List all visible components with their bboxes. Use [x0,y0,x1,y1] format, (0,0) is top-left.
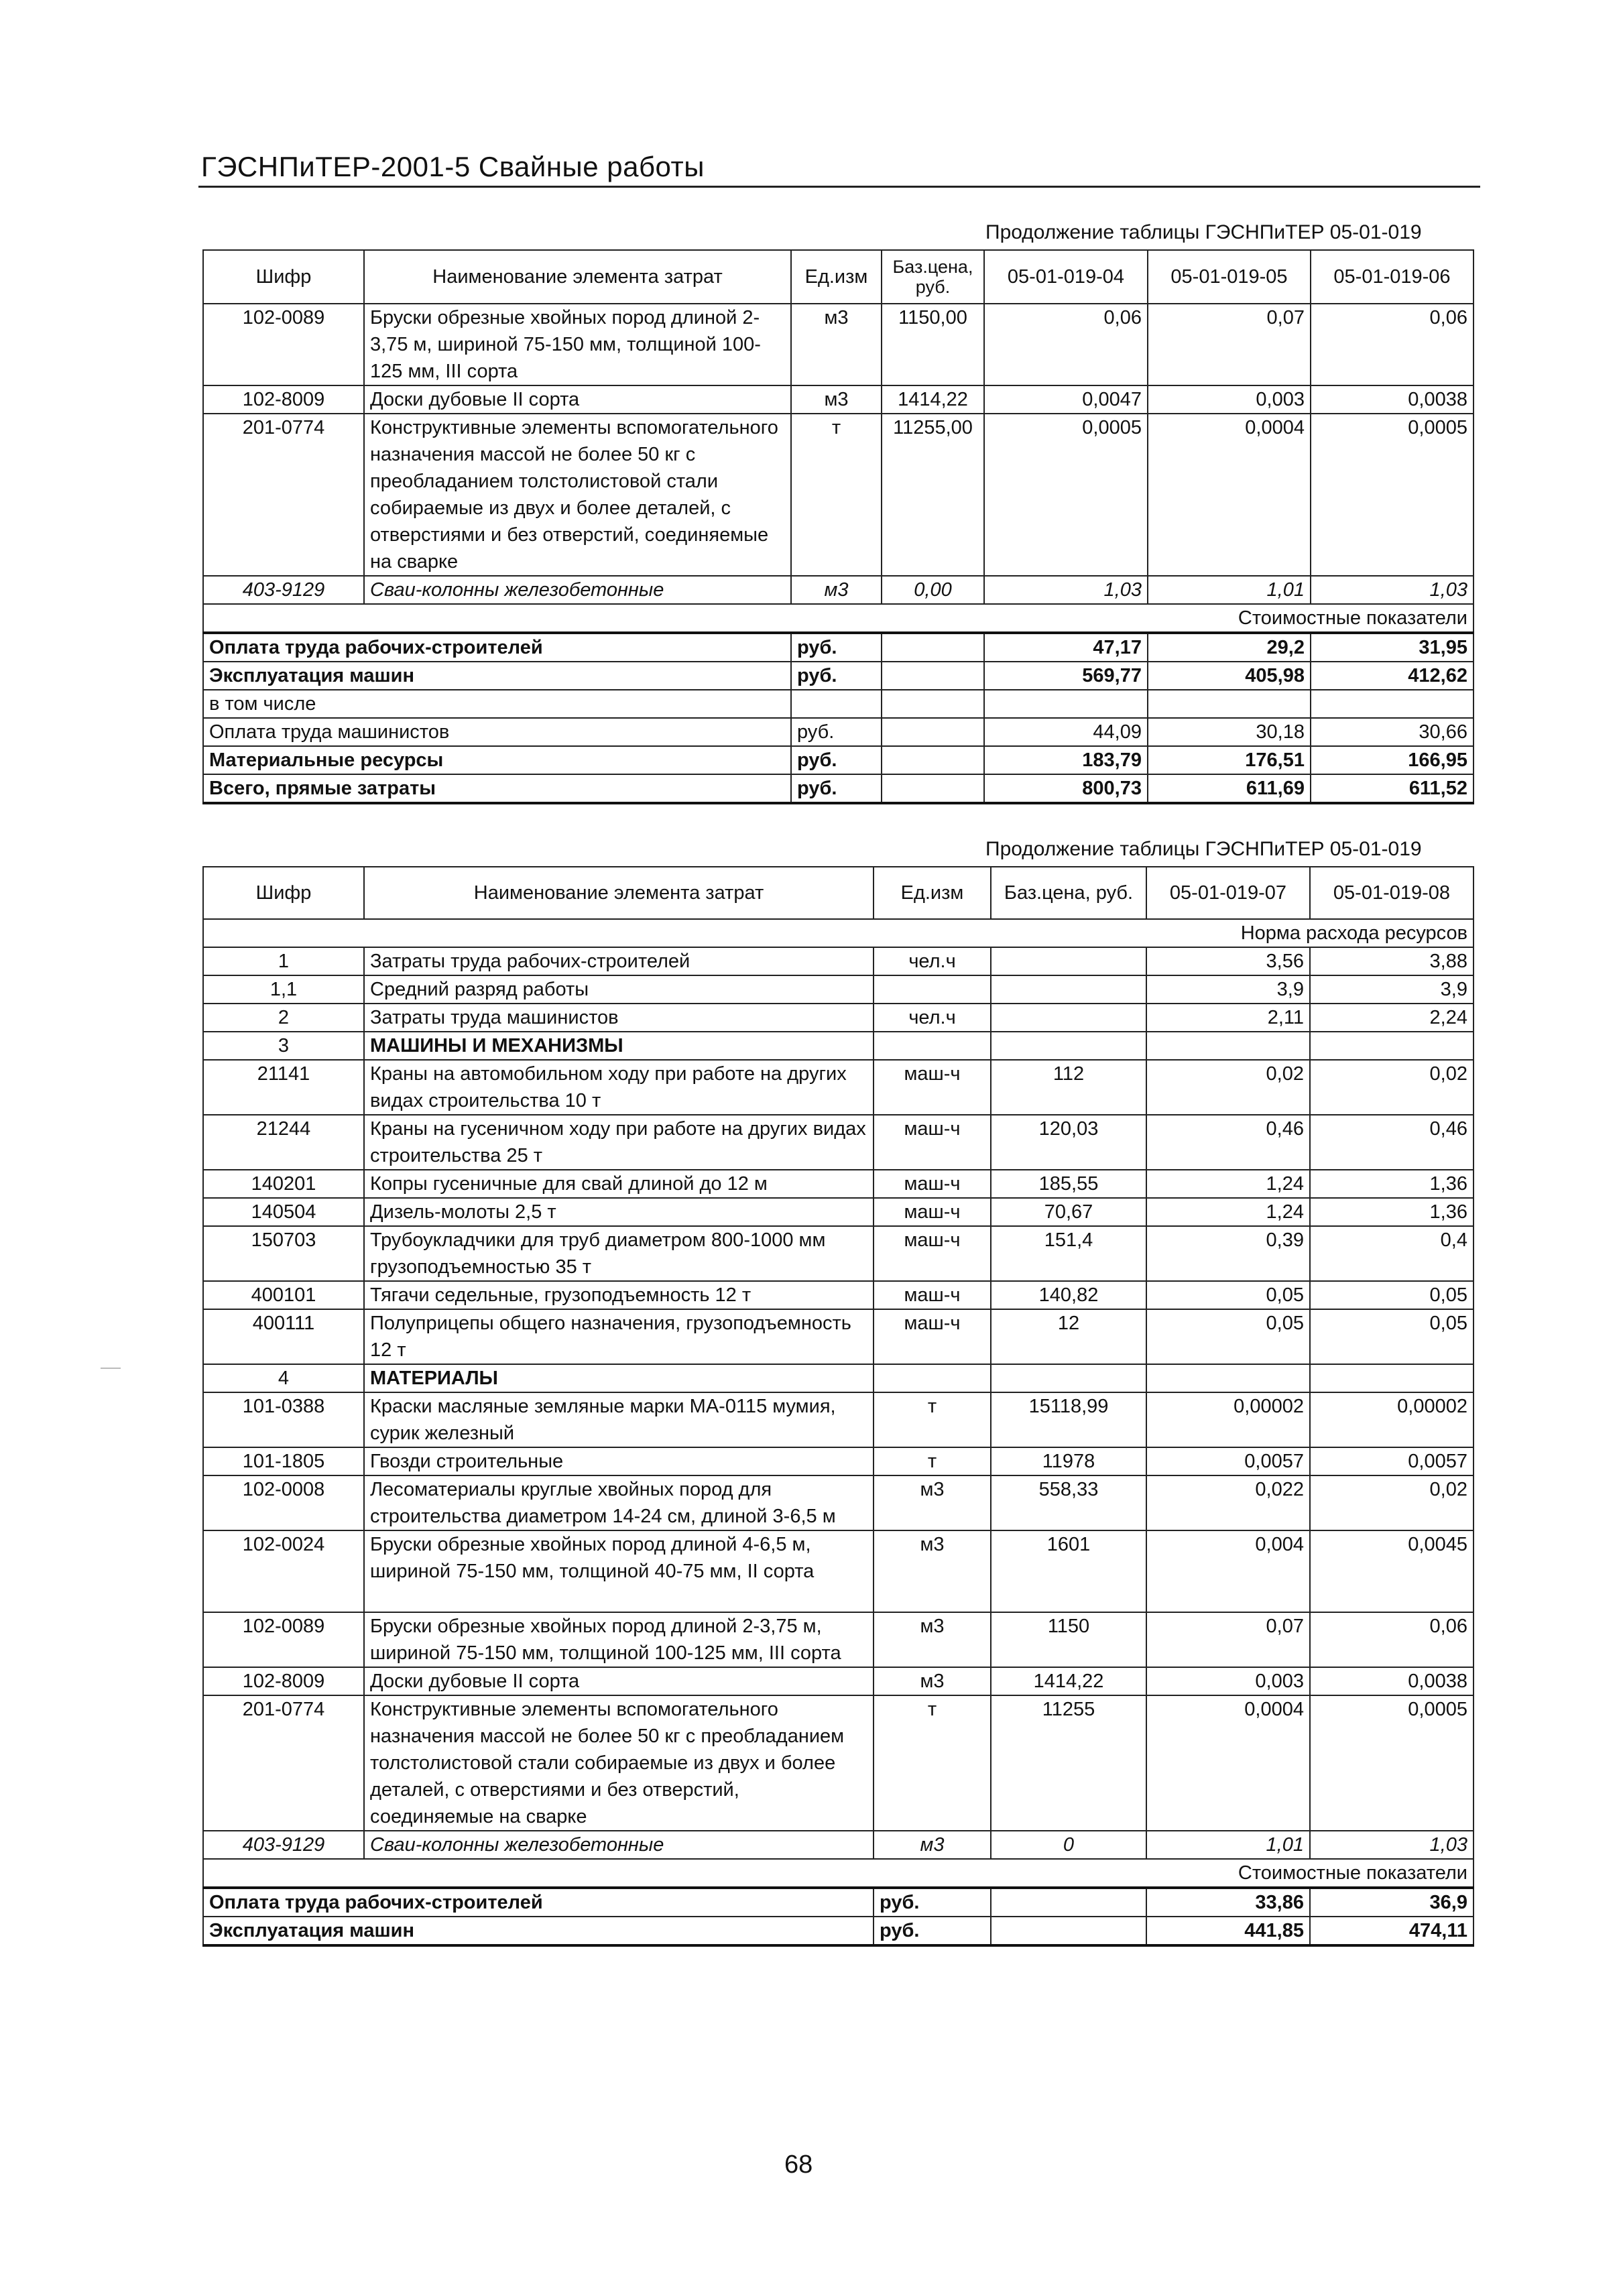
t2-cost-v2: 474,11 [1310,1917,1474,1945]
t2-rows [203,919,1474,1888]
scan-mark [101,1368,121,1369]
t1-price: 1414,22 [882,385,984,414]
t2-code: 4 [203,1364,364,1392]
t1-cost-name: в том числе [203,690,791,718]
t1-cost-v3: 412,62 [1311,662,1474,690]
t1-v2: 1,01 [1148,576,1311,604]
t2-unit [874,1032,991,1060]
t1-name: Сваи-колонны железобетонные [364,576,791,604]
t1-cost-v3: 611,52 [1311,774,1474,803]
table-row [203,1004,1474,1032]
t1-cost-name: Эксплуатация машин [203,662,791,690]
t2-name: Доски дубовые II сорта [364,1667,874,1695]
header-rule [198,186,1480,188]
t1-col-v2: 05-01-019-05 [1148,250,1311,304]
t1-col-code: Шифр [203,250,364,304]
t2-name: Сваи-колонны железобетонные [364,1831,874,1859]
t2-v2: 0,02 [1310,1475,1474,1530]
t2-price: 558,33 [991,1475,1146,1530]
t2-v2: 0,4 [1310,1226,1474,1281]
t1-v2: 0,0004 [1148,414,1311,576]
t2-unit: маш-ч [874,1115,991,1170]
t1-cost-v2: 29,2 [1148,633,1311,662]
table-row [203,1309,1474,1364]
t2-price [991,1364,1146,1392]
t2-name: Лесоматериалы круглые хвойных пород для строительства диаметром 14-24 см, длиной 3-6,5 м [364,1475,874,1530]
t2-col-code: Шифр [203,867,364,919]
table-row [203,1392,1474,1447]
table-row [203,385,1474,414]
t2-price: 1414,22 [991,1667,1146,1695]
t2-v1: 0,00002 [1146,1392,1310,1447]
table-row [203,1667,1474,1695]
t2-v2: 0,0045 [1310,1530,1474,1612]
t2-price: 1150 [991,1612,1146,1667]
t2-price: 15118,99 [991,1392,1146,1447]
t2-unit: т [874,1695,991,1831]
t2-price: 140,82 [991,1281,1146,1309]
t2-col-unit: Ед.изм [874,867,991,919]
t1-cost-v1: 800,73 [984,774,1148,803]
page-header-title: ГЭСНПиТЕР-2001-5 Свайные работы [201,151,705,182]
t1-cost-unit [791,690,882,718]
t2-code: 102-8009 [203,1667,364,1695]
t2-unit: чел.ч [874,947,991,975]
table1-caption: Продолжение таблицы ГЭСНПиТЕР 05-01-019 [985,221,1422,243]
table-row [203,1475,1474,1530]
t2-v1 [1146,1032,1310,1060]
t2-unit: маш-ч [874,1226,991,1281]
t1-cost-v3 [1311,690,1474,718]
t2-v2: 0,0038 [1310,1667,1474,1695]
t2-v1: 0,46 [1146,1115,1310,1170]
t2-v1: 0,0057 [1146,1447,1310,1475]
t2-price: 11255 [991,1695,1146,1831]
t1-col-name: Наименование элемента затрат [364,250,791,304]
table-row [203,1364,1474,1392]
table-row [203,1115,1474,1170]
table-row [203,947,1474,975]
t2-v2: 0,06 [1310,1612,1474,1667]
t2-name: Тягачи седельные, грузоподъемность 12 т [364,1281,874,1309]
t2-code: 102-0024 [203,1530,364,1612]
t2-v1: 3,9 [1146,975,1310,1004]
t2-name: Гвозди строительные [364,1447,874,1475]
t1-code: 403-9129 [203,576,364,604]
t2-v2: 0,02 [1310,1060,1474,1115]
table-row [203,746,1474,774]
t2-name: Затраты труда машинистов [364,1004,874,1032]
table-row [203,1447,1474,1475]
t2-v1: 1,24 [1146,1198,1310,1226]
t2-code: 102-0089 [203,1612,364,1667]
t1-col-v3: 05-01-019-06 [1311,250,1474,304]
t2-name: Затраты труда рабочих-строителей [364,947,874,975]
t2-name: Бруски обрезные хвойных пород длиной 2-3,75 м, шириной 75-150 мм, толщиной 100-125 мм, III сорта [364,1612,874,1667]
t1-code: 102-8009 [203,385,364,414]
t2-price: 120,03 [991,1115,1146,1170]
t1-col-unit: Ед.изм [791,250,882,304]
table1 [202,249,1474,804]
t1-unit: м3 [791,304,882,385]
t2-name: Средний разряд работы [364,975,874,1004]
t1-code: 102-0089 [203,304,364,385]
t1-v3: 0,0038 [1311,385,1474,414]
t2-v1: 0,022 [1146,1475,1310,1530]
t1-cost-unit: руб. [791,774,882,803]
t1-cost-v3: 30,66 [1311,718,1474,746]
t2-v2: 0,00002 [1310,1392,1474,1447]
table-row [203,1917,1474,1945]
t2-price: 11978 [991,1447,1146,1475]
t1-cost-v1: 183,79 [984,746,1148,774]
t2-cost-v1: 33,86 [1146,1888,1310,1917]
t1-resource-rows [203,304,1474,633]
t2-v1: 1,24 [1146,1170,1310,1198]
t1-cost-unit: руб. [791,662,882,690]
t2-price: 0 [991,1831,1146,1859]
t2-name: Конструктивные элементы вспомогательного назначения массой не более 50 кг с преобладанием толстолистовой стали собираемые из двух и более деталей, с отверстиями и без отверстий, соединяемые на сварке [364,1695,874,1831]
t2-price: 151,4 [991,1226,1146,1281]
table-row [203,1831,1474,1859]
t2-cost-name: Эксплуатация машин [203,1917,874,1945]
t2-code: 3 [203,1032,364,1060]
t1-cost-v2: 611,69 [1148,774,1311,803]
t2-v1: 3,56 [1146,947,1310,975]
t2-name: МАШИНЫ И МЕХАНИЗМЫ [364,1032,874,1060]
t2-v2: 1,03 [1310,1831,1474,1859]
t1-v1: 0,0005 [984,414,1148,576]
t1-cost-v2: 405,98 [1148,662,1311,690]
t2-unit: м3 [874,1667,991,1695]
table-row [203,1281,1474,1309]
t2-price: 12 [991,1309,1146,1364]
t1-name: Бруски обрезные хвойных пород длиной 2-3,75 м, шириной 75-150 мм, толщиной 100-125 мм, III сорта [364,304,791,385]
t1-v1: 0,0047 [984,385,1148,414]
t2-cost-v2: 36,9 [1310,1888,1474,1917]
table-row [203,1695,1474,1831]
t2-unit: м3 [874,1831,991,1859]
t2-cost-rows [203,1888,1474,1945]
t2-unit: маш-ч [874,1281,991,1309]
t1-cost-label: Стоимостные показатели [1148,604,1474,633]
t2-cost-v1: 441,85 [1146,1917,1310,1945]
t2-unit [874,975,991,1004]
t2-code: 2 [203,1004,364,1032]
t2-cost-name: Оплата труда рабочих-строителей [203,1888,874,1917]
table-row [203,414,1474,576]
t2-price [991,1032,1146,1060]
t2-v1: 0,05 [1146,1281,1310,1309]
t2-code: 101-0388 [203,1392,364,1447]
t1-v3: 0,06 [1311,304,1474,385]
table-row [203,1530,1474,1612]
t1-unit: м3 [791,576,882,604]
table-row [203,633,1474,662]
table-row [203,1060,1474,1115]
t2-cost-unit: руб. [874,1917,991,1945]
t2-cost-unit: руб. [874,1888,991,1917]
t2-price: 1601 [991,1530,1146,1612]
t2-norm-label: Норма расхода ресурсов [1146,919,1474,947]
table-row [203,576,1474,604]
t2-code: 21141 [203,1060,364,1115]
t1-cost-v3: 166,95 [1311,746,1474,774]
table-row [203,1226,1474,1281]
t1-cost-v1: 569,77 [984,662,1148,690]
t2-unit: маш-ч [874,1198,991,1226]
t2-v2: 0,0057 [1310,1447,1474,1475]
t1-v3: 1,03 [1311,576,1474,604]
t2-v1 [1146,1364,1310,1392]
t2-unit: м3 [874,1612,991,1667]
t1-cost-name: Всего, прямые затраты [203,774,791,803]
t1-unit: м3 [791,385,882,414]
t2-code: 21244 [203,1115,364,1170]
t2-v1: 0,07 [1146,1612,1310,1667]
t1-v1: 0,06 [984,304,1148,385]
t2-col-v1: 05-01-019-07 [1146,867,1310,919]
t1-cost-v2: 176,51 [1148,746,1311,774]
t1-cost-v1 [984,690,1148,718]
t2-unit: м3 [874,1475,991,1530]
t2-code: 140504 [203,1198,364,1226]
t2-name: Трубоукладчики для труб диаметром 800-1000 мм грузоподъемностью 35 т [364,1226,874,1281]
t1-cost-name: Оплата труда машинистов [203,718,791,746]
t1-cost-v2: 30,18 [1148,718,1311,746]
t2-price [991,1004,1146,1032]
t1-cost-name: Материальные ресурсы [203,746,791,774]
t2-code: 1,1 [203,975,364,1004]
table-row [203,718,1474,746]
t2-name: Бруски обрезные хвойных пород длиной 4-6,5 м, шириной 75-150 мм, толщиной 40-75 мм, II сорта [364,1530,874,1612]
t1-v2: 0,07 [1148,304,1311,385]
t2-v2 [1310,1364,1474,1392]
t2-v2: 2,24 [1310,1004,1474,1032]
t1-cost-rows [203,633,1474,803]
t2-unit: м3 [874,1530,991,1612]
table-row [203,1170,1474,1198]
t2-v2: 1,36 [1310,1198,1474,1226]
t2-v2: 0,05 [1310,1309,1474,1364]
t1-unit: т [791,414,882,576]
t2-unit: т [874,1447,991,1475]
table2-caption: Продолжение таблицы ГЭСНПиТЕР 05-01-019 [985,838,1422,860]
t1-price: 0,00 [882,576,984,604]
t1-price: 1150,00 [882,304,984,385]
t1-name: Конструктивные элементы вспомогательного назначения массой не более 50 кг с преобладанием толстолистовой стали собираемые из двух и более деталей, с отверстиями и без отверстий, соединяемые на сварке [364,414,791,576]
t2-price [991,947,1146,975]
t1-cost-v2 [1148,690,1311,718]
t1-col-price: Баз.цена, руб. [882,250,984,304]
t2-code: 403-9129 [203,1831,364,1859]
table-row [203,690,1474,718]
t2-code: 1 [203,947,364,975]
t2-v2: 0,46 [1310,1115,1474,1170]
t1-v2: 0,003 [1148,385,1311,414]
t2-code: 140201 [203,1170,364,1198]
table-row [203,304,1474,385]
t2-v2 [1310,1032,1474,1060]
table-row [203,1612,1474,1667]
t2-price: 70,67 [991,1198,1146,1226]
t2-price: 185,55 [991,1170,1146,1198]
table-row [203,774,1474,803]
t2-name: Краски масляные земляные марки МА-0115 мумия, сурик железный [364,1392,874,1447]
t1-cost-v1: 47,17 [984,633,1148,662]
t2-code: 150703 [203,1226,364,1281]
t2-name: Краны на гусеничном ходу при работе на других видах строительства 25 т [364,1115,874,1170]
t1-code: 201-0774 [203,414,364,576]
t1-price: 11255,00 [882,414,984,576]
t2-unit: маш-ч [874,1309,991,1364]
t2-unit: маш-ч [874,1170,991,1198]
t2-code: 101-1805 [203,1447,364,1475]
t2-unit [874,1364,991,1392]
table-row [203,1198,1474,1226]
t2-v2: 0,0005 [1310,1695,1474,1831]
t2-price [991,975,1146,1004]
page-number: 68 [784,2151,813,2179]
t1-cost-unit: руб. [791,633,882,662]
t2-name: Полуприцепы общего назначения, грузоподъемность 12 т [364,1309,874,1364]
t1-v1: 1,03 [984,576,1148,604]
t2-unit: чел.ч [874,1004,991,1032]
t2-v2: 3,9 [1310,975,1474,1004]
t2-v2: 3,88 [1310,947,1474,975]
t2-v1: 1,01 [1146,1831,1310,1859]
t1-cost-v1: 44,09 [984,718,1148,746]
table-row [203,1032,1474,1060]
table-row [203,975,1474,1004]
t2-v2: 1,36 [1310,1170,1474,1198]
table-row [203,662,1474,690]
t2-v2: 0,05 [1310,1281,1474,1309]
table-row [203,1888,1474,1917]
t2-v1: 0,0004 [1146,1695,1310,1831]
t2-v1: 0,003 [1146,1667,1310,1695]
t2-v1: 0,02 [1146,1060,1310,1115]
table2 [202,866,1474,1947]
t1-cost-unit: руб. [791,746,882,774]
t2-col-price: Баз.цена, руб. [991,867,1146,919]
t2-name: Дизель-молоты 2,5 т [364,1198,874,1226]
t1-name: Доски дубовые II сорта [364,385,791,414]
t2-name: МАТЕРИАЛЫ [364,1364,874,1392]
t2-col-name: Наименование элемента затрат [364,867,874,919]
t1-cost-unit: руб. [791,718,882,746]
t2-code: 400111 [203,1309,364,1364]
t1-cost-name: Оплата труда рабочих-строителей [203,633,791,662]
t1-col-v1: 05-01-019-04 [984,250,1148,304]
t2-v1: 0,05 [1146,1309,1310,1364]
t1-v3: 0,0005 [1311,414,1474,576]
t2-v1: 0,39 [1146,1226,1310,1281]
t2-cost-label: Стоимостные показатели [1146,1859,1474,1888]
t1-cost-v3: 31,95 [1311,633,1474,662]
t2-col-v2: 05-01-019-08 [1310,867,1474,919]
t2-name: Копры гусеничные для свай длиной до 12 м [364,1170,874,1198]
t2-name: Краны на автомобильном ходу при работе на других видах строительства 10 т [364,1060,874,1115]
t2-price: 112 [991,1060,1146,1115]
t2-v1: 2,11 [1146,1004,1310,1032]
t2-v1: 0,004 [1146,1530,1310,1612]
t2-unit: маш-ч [874,1060,991,1115]
t2-code: 201-0774 [203,1695,364,1831]
t2-unit: т [874,1392,991,1447]
t2-code: 400101 [203,1281,364,1309]
t2-code: 102-0008 [203,1475,364,1530]
